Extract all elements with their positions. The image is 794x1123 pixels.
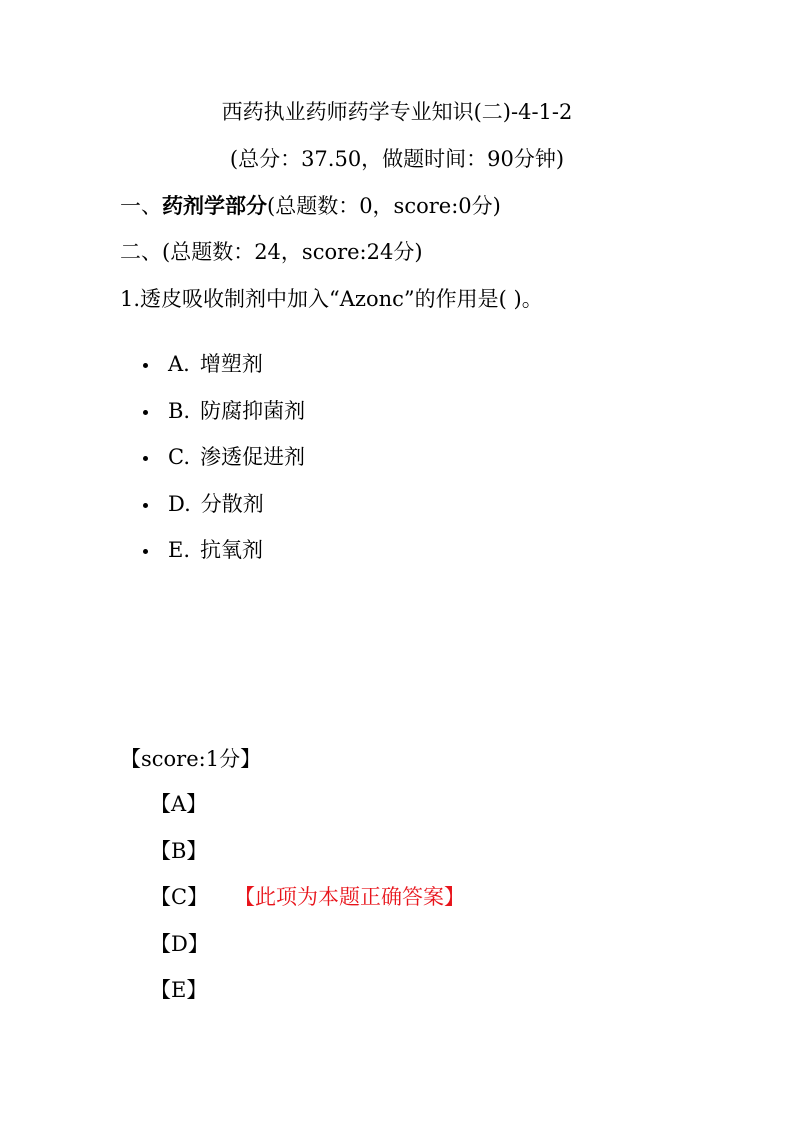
correct-answer-note: 【此项为本题正确答案】 [234, 885, 465, 909]
section-info: (总题数：24，score:24分) [162, 240, 423, 264]
section-prefix: 一、 [120, 194, 162, 218]
bullet-icon [143, 549, 148, 554]
score-label: 【score:1分】 [120, 747, 262, 771]
bullet-icon [143, 363, 148, 368]
document-subtitle: (总分：37.50，做题时间：90分钟) [229, 147, 565, 171]
option-list [140, 350, 305, 583]
answer-row-c [150, 883, 465, 930]
answer-list [150, 790, 465, 1023]
option-text: 分散剂 [200, 491, 264, 516]
option-text: 防腐抑菌剂 [200, 398, 306, 423]
option-item-a [140, 350, 305, 397]
bullet-icon [143, 503, 148, 508]
document-title: 西药执业药师药学专业知识(二)-4-1-2 [221, 100, 573, 124]
bullet-icon [143, 410, 148, 415]
answer-row-a [150, 790, 209, 837]
section-info: (总题数：0，score:0分) [267, 194, 501, 218]
answer-label: 【D】 [150, 931, 209, 956]
section-heading-1 [120, 192, 501, 220]
option-label: C. [168, 445, 190, 469]
option-item-e [140, 536, 305, 583]
option-text: 增塑剂 [199, 352, 263, 376]
option-text: 渗透促进剂 [200, 445, 305, 469]
answer-label: 【C】 [150, 885, 209, 909]
option-label: B. [168, 398, 191, 423]
answer-label: 【B】 [150, 838, 208, 863]
question-text: 1.透皮吸收制剂中加入“Azonc”的作用是( )。 [120, 287, 543, 311]
option-label: A. [168, 352, 190, 376]
section-name: 药剂学部分 [162, 193, 267, 218]
section-heading-2 [120, 238, 423, 266]
answer-label: 【A】 [150, 792, 208, 816]
option-item-c [140, 443, 305, 490]
answer-label: 【E】 [150, 978, 208, 1002]
option-label: D. [168, 491, 191, 516]
option-item-b [140, 397, 305, 444]
answer-row-d [150, 930, 209, 977]
section-prefix: 二、 [120, 240, 162, 264]
answer-row-e [150, 976, 209, 1023]
bullet-icon [143, 456, 148, 461]
answer-row-b [150, 837, 209, 884]
option-text: 抗氧剂 [200, 538, 264, 562]
option-item-d [140, 490, 305, 537]
option-label: E. [168, 538, 191, 562]
